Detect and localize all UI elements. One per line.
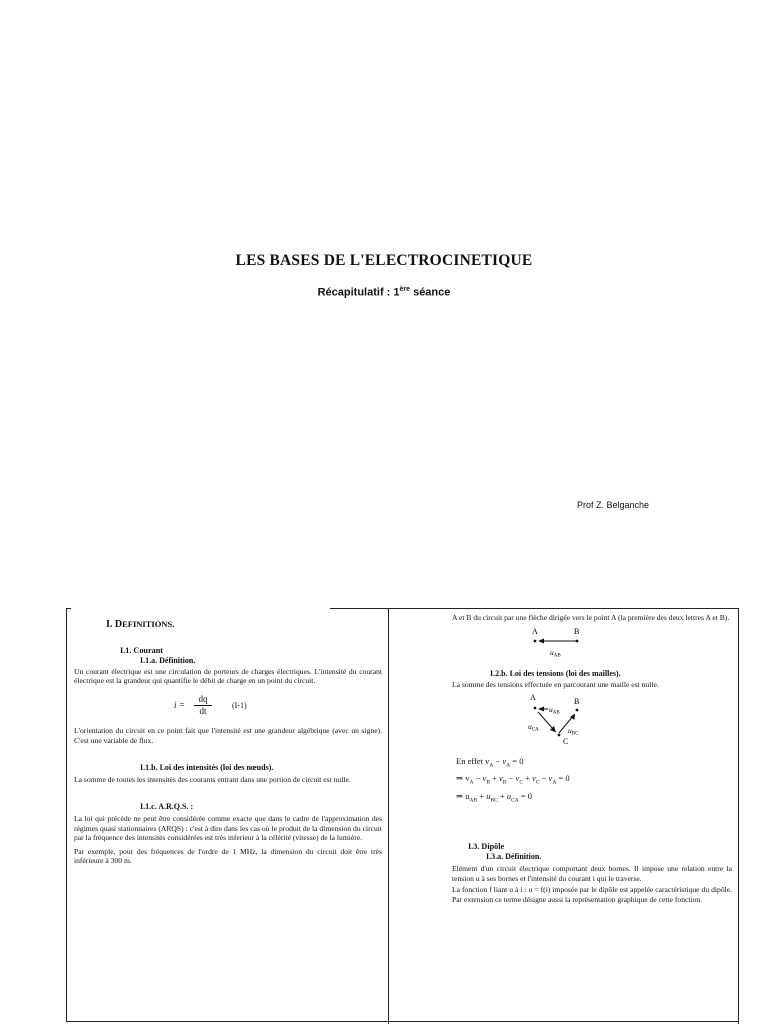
frame-left-tick <box>66 608 67 1022</box>
diag2-u-bc: $u_{BC}$ <box>568 725 579 737</box>
frame-left-top-tick <box>66 608 71 609</box>
diag1-label-a: A <box>532 626 538 636</box>
uab-diagram <box>452 625 732 661</box>
loi-intensites-heading: I.1.b. Loi des intensités (loi des nœuds). <box>140 763 274 773</box>
kirchhoff-equations <box>456 755 732 808</box>
frame-top-line <box>330 608 738 609</box>
diag2-dot-b <box>576 708 579 711</box>
diag2-label-b: B <box>574 696 580 706</box>
left-column <box>74 614 382 866</box>
equation-2: ⇒ $v_A - v_B + v_B - v_C + v_C - v_A = 0$ <box>456 773 570 787</box>
dipole-heading: I.3. Dipôle <box>468 841 505 851</box>
loi-intensites-paragraph: La somme de toutes les intensités des courants entrant dans une portion de circuit est nulle. <box>74 774 351 784</box>
orientation-paragraph: L'orientation du circuit en ce point fait que l'intensité est une grandeur algébrique (avec un signe). C'est une variable de flux. <box>74 725 382 745</box>
frame-column-divider <box>388 608 389 1024</box>
caracteristique-paragraph: La fonction f liant u à i : u = f(i) imposée par le dipôle est appelée caractéristique du dipôle. Par extension ce terme désigne aussi la représentation graphique de cette fonction. <box>452 885 732 904</box>
right-column <box>452 613 732 904</box>
diag2-u-ab: $u_{AB}$ <box>549 704 560 716</box>
author-name: Prof Z. Belganche <box>577 500 650 510</box>
diag1-u-label: $u_{AB}$ <box>550 647 561 659</box>
diag2-arrow-ab-head <box>538 706 544 711</box>
example-paragraph: Par exemple, pour des fréquences de l'ordre de 1 MHz, la dimension du circuit doit être très inférieure à 300 m. <box>74 846 382 866</box>
definition-paragraph: Un courant électrique est une circulation de porteurs de charges électriques. L'intensité du courant électrique est la grandeur qui quantifie le débit de charge en un point du circuit. <box>74 666 382 686</box>
equation-1: En effet $v_A - v_A = 0$ <box>456 755 524 769</box>
diag2-u-ca: $u_{CA}$ <box>528 721 539 733</box>
diag1-dot-a <box>534 639 537 642</box>
diag1-dot-b <box>576 639 579 642</box>
loi-tensions-paragraph: La somme des tensions effectuée en parcourant une maille est nulle. <box>452 680 659 690</box>
maille-diagram <box>452 691 732 749</box>
diag2-label-a: A <box>530 692 536 702</box>
arqs-paragraph: La loi qui précède ne peut être considérée comme exacte que dans le cadre de l'approximation des régimes quasi stationnaires (ARQS) : c'est à dire dans les cas où le produit de la dimension du circuit par la fréquence des intensités considérées est très inferieur à la célérité (vitesse) de la lumière. <box>74 813 382 843</box>
courant-heading: I.1. Courant <box>120 645 163 655</box>
frame-right-line <box>738 608 739 1024</box>
dipole-paragraph: Elément d'un circuit électrique comportant deux bornes. Il impose une relation entre la tension u à ses bornes et l'intensité du courant i qui le traverse. <box>452 864 732 883</box>
current-formula: i = dq dt (I-1) <box>174 693 247 716</box>
equation-3: ⇒ $u_{AB} + u_{BC} + u_{CA} = 0$ <box>456 791 533 804</box>
loi-tensions-heading: I.2.b. Loi des tensions (loi des mailles). <box>490 668 621 678</box>
dipole-definition-heading: I.3.a. Définition. <box>486 852 542 862</box>
intro-paragraph: A et B du circuit par une flèche dirigée vers le point A (la première des deux lettres A et B). <box>452 613 730 622</box>
diag2-dot-c <box>558 733 561 736</box>
subtitle-prefix: Récapitulatif : 1 <box>317 286 400 299</box>
subtitle-suffix: séance <box>410 286 451 299</box>
section-heading: I. DEFINITIONS. <box>106 619 175 630</box>
page-subtitle <box>0 286 768 299</box>
diag1-arrow-head <box>538 638 544 643</box>
subtitle-superscript: ère <box>399 286 411 293</box>
diag2-label-c: C <box>563 736 569 746</box>
arqs-heading: I.1.c. A.R.Q.S. : <box>140 802 194 812</box>
diag2-arrow-ca <box>538 712 554 730</box>
page-title: LES BASES DE L'ELECTROCINETIQUE <box>235 252 533 269</box>
frame-bottom-line <box>66 1021 738 1022</box>
diag2-dot-a <box>534 706 537 709</box>
definition-heading: I.1.a. Définition. <box>140 656 196 666</box>
diag1-label-b: B <box>574 626 580 636</box>
